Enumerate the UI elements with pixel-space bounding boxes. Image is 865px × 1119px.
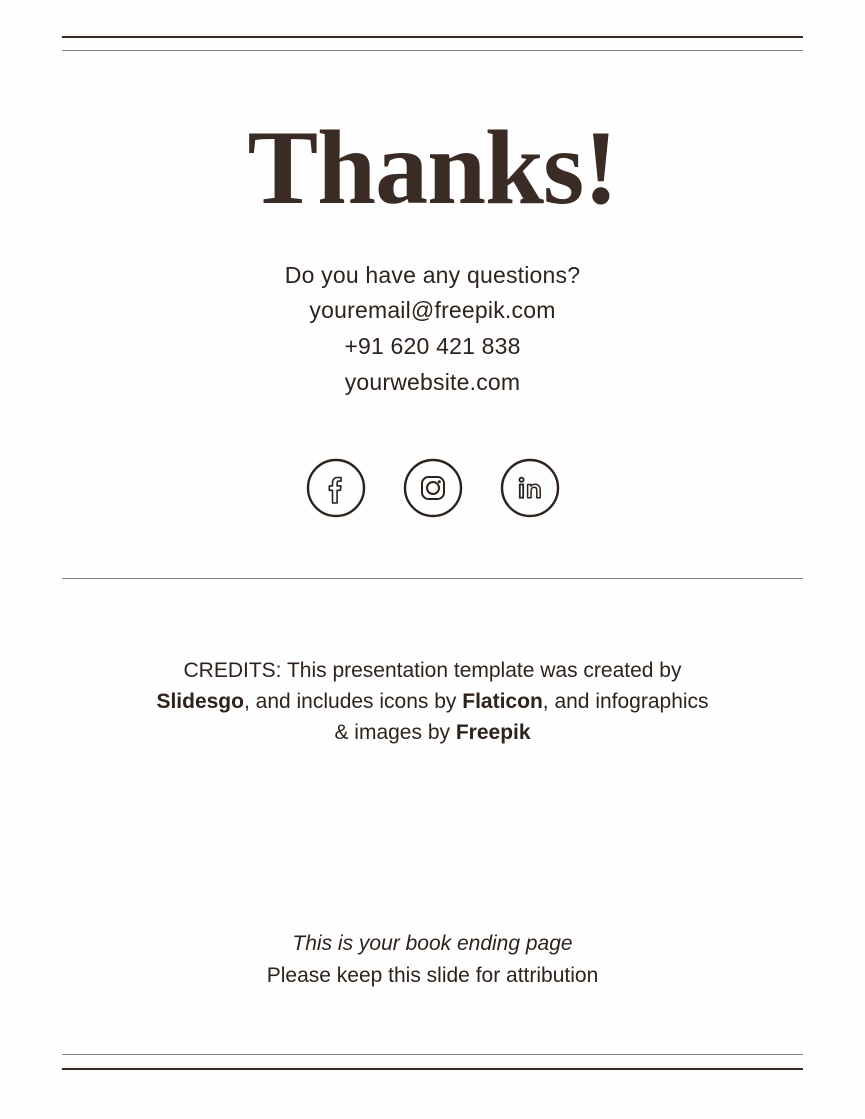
contact-email[interactable]: youremail@freepik.com <box>309 297 556 323</box>
credits-brand-freepik: Freepik <box>455 721 531 744</box>
credits-text <box>0 655 865 748</box>
facebook-icon[interactable] <box>306 458 366 518</box>
credits-part3: , and infographics & images by <box>334 690 709 744</box>
linkedin-icon[interactable] <box>500 458 560 518</box>
middle-divider <box>62 578 803 579</box>
bottom-rule-primary <box>62 1068 803 1070</box>
top-rule-secondary <box>62 50 803 51</box>
contact-question: Do you have any questions? <box>284 262 581 288</box>
footer-note-line1: This is your book ending page <box>292 932 573 955</box>
credits-part2: , and includes icons by <box>243 690 463 713</box>
credits-brand-flaticon: Flaticon <box>462 690 543 713</box>
contact-phone[interactable]: +91 620 421 838 <box>344 333 521 359</box>
footer-note-line2: Please keep this slide for attribution <box>266 964 599 987</box>
top-rule-primary <box>62 36 803 38</box>
contact-block <box>0 258 865 400</box>
page-title: Thanks! <box>247 109 618 226</box>
instagram-icon[interactable] <box>403 458 463 518</box>
credits-part1: CREDITS: This presentation template was created by <box>183 659 682 682</box>
social-links <box>0 458 865 518</box>
contact-website[interactable]: yourwebsite.com <box>344 369 521 395</box>
footer-note <box>0 928 865 992</box>
credits-brand-slidesgo: Slidesgo <box>156 690 244 713</box>
bottom-rule-secondary <box>62 1054 803 1055</box>
